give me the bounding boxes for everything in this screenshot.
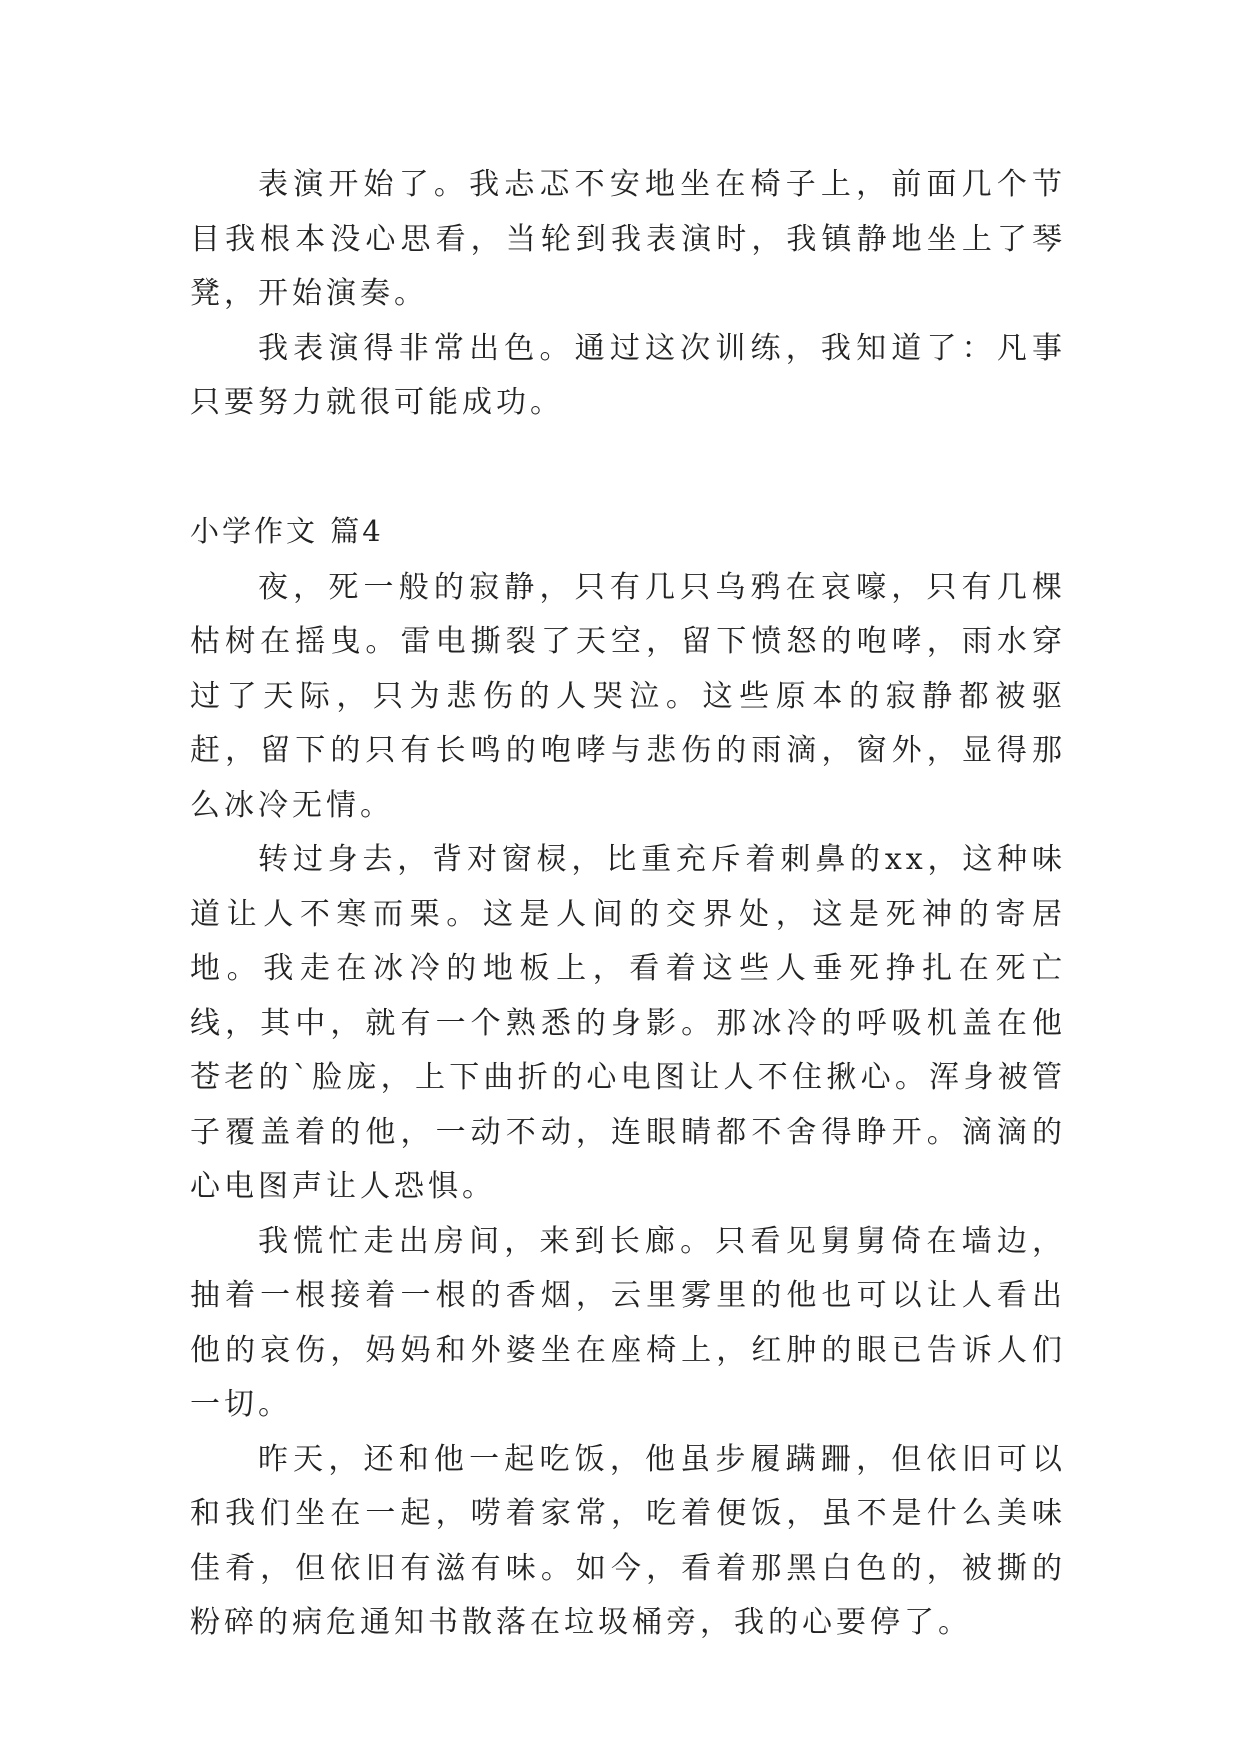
essay-previous-ending <box>190 158 1066 431</box>
paragraph: 表演开始了。我忐忑不安地坐在椅子上，前面几个节目我根本没心思看，当轮到我表演时，我镇静地坐上了琴凳，开始演奏。 <box>190 167 1066 311</box>
paragraph: 我慌忙走出房间，来到长廊。只看见舅舅倚在墙边，抽着一根接着一根的香烟，云里雾里的他也可以让人看出他的哀伤，妈妈和外婆坐在座椅上，红肿的眼已告诉人们一切。 <box>190 1223 1066 1422</box>
paragraph: 我表演得非常出色。通过这次训练，我知道了：凡事只要努力就很可能成功。 <box>190 330 1066 420</box>
paragraph: 转过身去，背对窗棂，比重充斥着刺鼻的xx，这种味道让人不寒而栗。这是人间的交界处，这是死神的寄居地。我走在冰冷的地板上，看着这些人垂死挣扎在死亡线，其中，就有一个熟悉的身影。那冰冷的呼吸机盖在他苍老的`脸庞，上下曲折的心电图让人不住揪心。浑身被管子覆盖着的他，一动不动，连眼睛都不舍得睁开。滴滴的心电图声让人恐惧。 <box>190 842 1066 1204</box>
paragraph: 夜，死一般的寂静，只有几只乌鸦在哀嚎，只有几棵枯树在摇曳。雷电撕裂了天空，留下愤怒的咆哮，雨水穿过了天际，只为悲伤的人哭泣。这些原本的寂静都被驱赶，留下的只有长鸣的咆哮与悲伤的雨滴，窗外，显得那么冰冷无情。 <box>190 569 1066 823</box>
paragraph: 昨天，还和他一起吃饭，他虽步履蹒跚，但依旧可以和我们坐在一起，唠着家常，吃着便饭，虽不是什么美味佳肴，但依旧有滋有味。如今，看着那黑白色的，被撕的粉碎的病危通知书散落在垃圾桶旁，我的心要停了。 <box>190 1441 1066 1640</box>
essay-section-4 <box>190 504 1066 1651</box>
section-heading: 小学作文 篇4 <box>190 514 384 548</box>
